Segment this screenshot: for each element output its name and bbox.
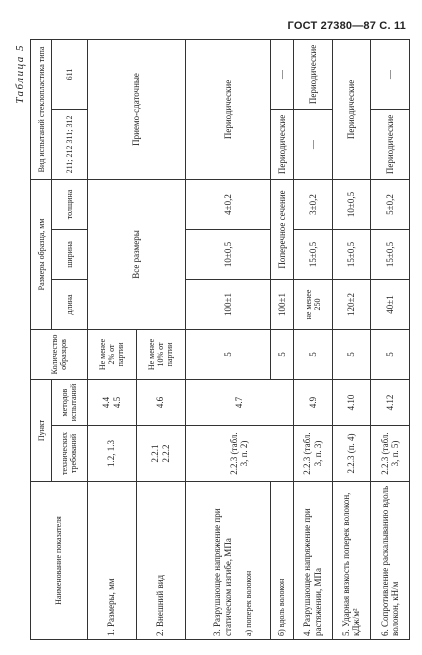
row-name: 1. Размеры, мм: [87, 482, 136, 640]
inspection-table: [30, 39, 410, 640]
row-name: 2. Внешний вид: [136, 482, 185, 640]
row-req: 2.2.1 2.2.2: [136, 426, 185, 482]
dash-611-cell: —: [371, 39, 410, 109]
row-name: 5. Ударная вязкость поперек волокон, кДж/м²: [332, 482, 371, 640]
row-method: 4.6: [136, 380, 185, 426]
col-header-punkt: Пункт: [31, 380, 52, 482]
row-method: 4.9: [293, 380, 332, 426]
col-header-type-611: 611: [52, 39, 87, 109]
row-width: 15±0,5: [371, 230, 410, 280]
row-method: 4.4 4.5: [87, 380, 136, 426]
dash-211-cell: —: [293, 109, 332, 179]
cross-section-cell: Поперечное сечение: [270, 179, 293, 279]
row-count-a: 5: [185, 330, 270, 380]
col-header-type-211: 211; 212 311; 312: [52, 109, 87, 179]
row-method: 4.7: [185, 380, 293, 426]
acceptance-cell: Приемо-сдаточные: [87, 39, 185, 179]
table-row: [371, 39, 410, 639]
table-row: [270, 39, 293, 639]
table-row: [332, 39, 371, 639]
periodic-211-cell: Периодические: [371, 109, 410, 179]
row-count: Не менее 2% от партии: [87, 330, 136, 380]
periodic-211-cell: Периодические: [270, 109, 293, 179]
row-name: 4. Разрушающее напряжение при растяжении, МПа: [293, 482, 332, 640]
row-thickness-a: 4±0,2: [185, 179, 270, 229]
row-count-b: 5: [270, 330, 293, 380]
row-method: 4.10: [332, 380, 371, 426]
row-length: 40±1: [371, 280, 410, 330]
row-length-b: 100±1: [270, 280, 293, 330]
row-req: 2.2.3 (табл. 3, п. 2): [185, 426, 293, 482]
row-length-a: 100±1: [185, 280, 270, 330]
table-row: [293, 39, 332, 639]
dash-611-cell: —: [270, 39, 293, 109]
periodic-611-cell: Периодические: [293, 39, 332, 109]
col-header-punkt-method: методов испытаний: [52, 380, 87, 426]
row-method: 4.12: [371, 380, 410, 426]
row-req: 1.2, 1.3: [87, 426, 136, 482]
row-req: 2.2.3 (табл. 3, п. 5): [371, 426, 410, 482]
col-header-name: Наименование показателя: [31, 482, 88, 640]
row-name-sub-b: б) вдоль волокон: [270, 482, 293, 640]
row-width: 15±0,5: [293, 230, 332, 280]
periodic-cell: Периодические: [185, 39, 270, 179]
row-width-a: 10±0,5: [185, 230, 270, 280]
row-thickness: 10±0,5: [332, 179, 371, 229]
row-count: 5: [293, 330, 332, 380]
col-header-punkt-req: технических требований: [52, 426, 87, 482]
page-header: ГОСТ 27380—87 С. 11: [287, 20, 406, 32]
col-header-length: длина: [52, 280, 87, 330]
col-header-width: ширина: [52, 230, 87, 280]
all-sizes-cell: Все размеры: [87, 179, 185, 329]
rotated-table-frame: [14, 40, 422, 636]
row-thickness: 3±0,2: [293, 179, 332, 229]
col-header-thickness: толщина: [52, 179, 87, 229]
table-5: [14, 40, 410, 640]
table-caption: Таблица 5: [14, 44, 26, 104]
row-name-sub-a: а) поперек волокон: [244, 570, 254, 636]
row-name: 6. Сопротивление раскалыванию вдоль волокон, кН/м: [371, 482, 410, 640]
row-req: 2.2.3 (табл. 3, п. 3): [293, 426, 332, 482]
row-count: 5: [332, 330, 371, 380]
table-row: [87, 39, 136, 639]
col-header-sizes: Размеры образца, мм: [31, 179, 52, 329]
row-name-main: 3. Разрушающее напряжение при статическом изгибе, МПа: [212, 508, 233, 636]
row-name: [185, 482, 270, 640]
row-count: 5: [371, 330, 410, 380]
col-header-count: Количество образцов: [31, 330, 88, 380]
periodic-both-cell: Периодические: [332, 39, 371, 179]
row-count: Не менее 10% от партии: [136, 330, 185, 380]
row-length: 120±2: [332, 280, 371, 330]
row-req: 2.2.3 (п. 4): [332, 426, 371, 482]
row-width: 15±0,5: [332, 230, 371, 280]
row-length: не менее 250: [293, 280, 332, 330]
col-header-test-kind: Вид испытаний стеклопластика типа: [31, 39, 52, 179]
table-row: [185, 39, 270, 639]
row-thickness: 5±0,2: [371, 179, 410, 229]
